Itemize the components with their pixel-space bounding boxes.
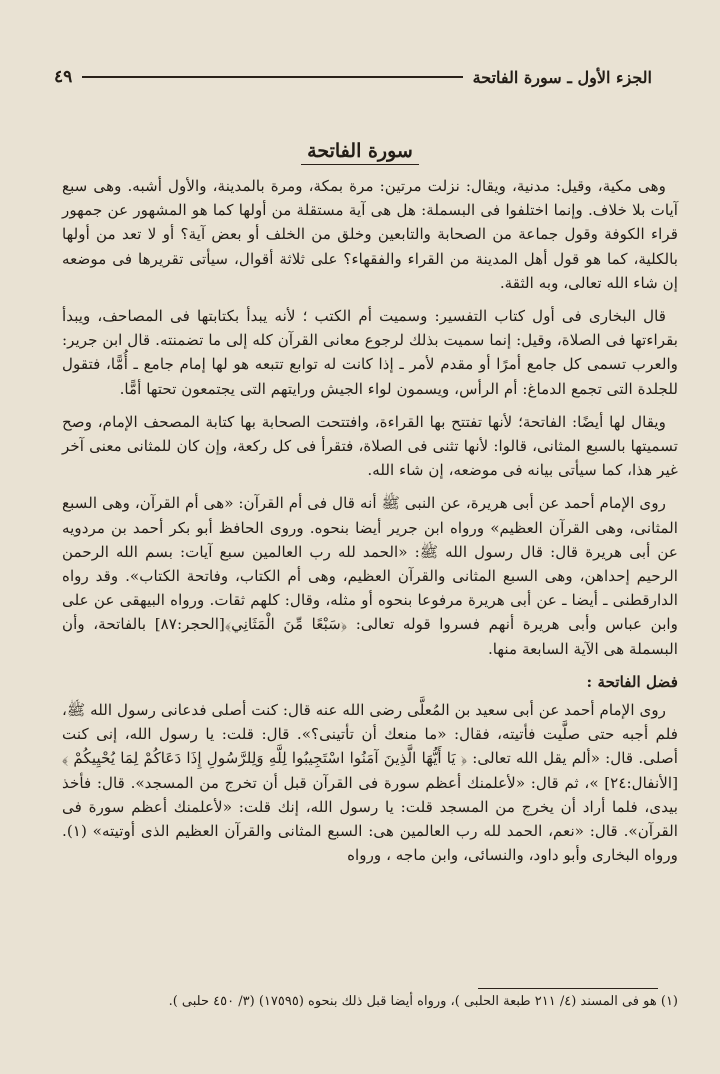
paragraph: روى الإمام أحمد عن أبى سعيد بن المُعلَّى رضى الله عنه قال: كنت أصلى فدعانى رسول الله ﷺ، فلم أجبه حتى صلَّيت فأتيته، فقال: «ما منعك أن تأتينى؟». قال: قلت: يا رسول الله، إنى كنت أصلى. قال: «ألم يقل الله تعالى: ﴿ يَا أَيُّهَا الَّذِينَ آمَنُوا اسْتَجِيبُوا لِلَّهِ وَلِلرَّسُولِ إِذَا دَعَاكُمْ لِمَا يُحْيِيكُمْ ﴾ [الأنفال:٢٤] »، ثم قال: «لأعلمنك أعظم سورة فى القرآن قبل أن تخرج من المسجد». قال: فأخذ بيدى، فلما أراد أن يخرج من المسجد قلت: يا رسول الله، إنك قلت: «لأعلمنك أعظم سورة فى القرآن». قال: «نعم، الحمد لله رب العالمين هى: السبع المثانى والقرآن العظيم الذى أوتيته» (١). ورواه البخارى وأبو داود، والنسائى، وابن ماجه ، ورواه xyxy=(62,701,678,865)
paragraph: وهى مكية، وقيل: مدنية، ويقال: نزلت مرتين: مرة بمكة، ومرة بالمدينة، والأول أشبه. وهى سبع آيات بلا خلاف. وإنما اختلفوا فى البسملة: هل هى آية مستقلة من أولها كما هو المشهور عن جمهور قراء الكوفة وقول جماعة من الصحابة والتابعين وخلق من الخلف أو بعض آية؟ أو لا تعد من أولها بالكلية، كما هو قول أهل المدينة من القراء والفقهاء؟ على ثلاثة أقوال، سيأتى تقريرها فى موضعه إن شاء الله تعالى، وبه الثقة. xyxy=(62,177,678,292)
header-rule xyxy=(82,76,462,78)
footnote-rule xyxy=(478,988,658,989)
paragraph: ويقال لها أيضًا: الفاتحة؛ لأنها تفتتح بها القراءة، وافتتحت الصحابة بها كتابة المصحف الإمام، وصح تسميتها بالسبع المثانى، قالوا: لأنها تثنى فى الصلاة، فتقرأ فى كل ركعة، وإن كان للمثانى معنى آخر غير هذا، كما سيأتى بيانه فى موضعه، إن شاء الله. xyxy=(62,412,678,480)
main-text xyxy=(62,174,678,876)
running-title: الجزء الأول ـ سورة الفاتحة xyxy=(472,67,652,87)
section-heading: فضل الفاتحة : xyxy=(586,672,678,691)
paragraph: روى الإمام أحمد عن أبى هريرة، عن النبى ﷺ أنه قال فى أم القرآن: «هى أم القرآن، وهى السبع المثانى، وهى القرآن العظيم» ورواه ابن جرير أيضا بنحوه. وروى الحافظ أبو بكر أحمد بن مردويه عن أبى هريرة قال: قال رسول الله ﷺ: «الحمد لله رب العالمين سبع آيات: بسم الله الرحمن الرحيم إحداهن، وهى السبع المثانى والقرآن العظيم، وهى أم الكتاب، وفاتحة الكتاب». وقد رواه الدارقطنى ـ أيضا ـ عن أبى هريرة مرفوعا بنحوه أو مثله، وقال: كلهم ثقات. ورواه البيهقى عن على وابن عباس وأبى هريرة أنهم فسروا قوله تعالى: ﴿سَبْعًا مِّنَ الْمَثَانِي﴾[الحجر:٨٧] بالفاتحة، وأن البسملة هى الآية السابعة منها. xyxy=(62,494,678,658)
surah-title-text: سورة الفاتحة xyxy=(301,140,419,165)
footnote: (١) هو فى المسند (٤/ ٢١١ طبعة الحلبى )، ورواه أيضا قبل ذلك بنحوه (١٧٥٩٥) (٣/ ٤٥٠ حلبى ). xyxy=(168,994,678,1009)
paragraph: قال البخارى فى أول كتاب التفسير: وسميت أم الكتب ؛ لأنه يبدأ بكتابتها فى المصاحف، ويبدأ بقراءتها فى الصلاة، وقيل: إنما سميت بذلك لرجوع معانى القرآن كله إلى ما تضمنته. قال ابن جرير: والعرب تسمى كل جامع أمرًا أو مقدم لأمر ـ إذا كانت له توابع تتبعه هو لها إمام جامع ـ أُمًّا، فتقول للجلدة التى تجمع الدماغ: أم الرأس، ويسمون لواء الجيش ورايتهم التى يجتمعون تحتها أمًّا. xyxy=(62,307,678,398)
surah-title xyxy=(0,140,720,162)
page-number: ٤٩ xyxy=(54,67,73,87)
page-header xyxy=(54,64,652,90)
